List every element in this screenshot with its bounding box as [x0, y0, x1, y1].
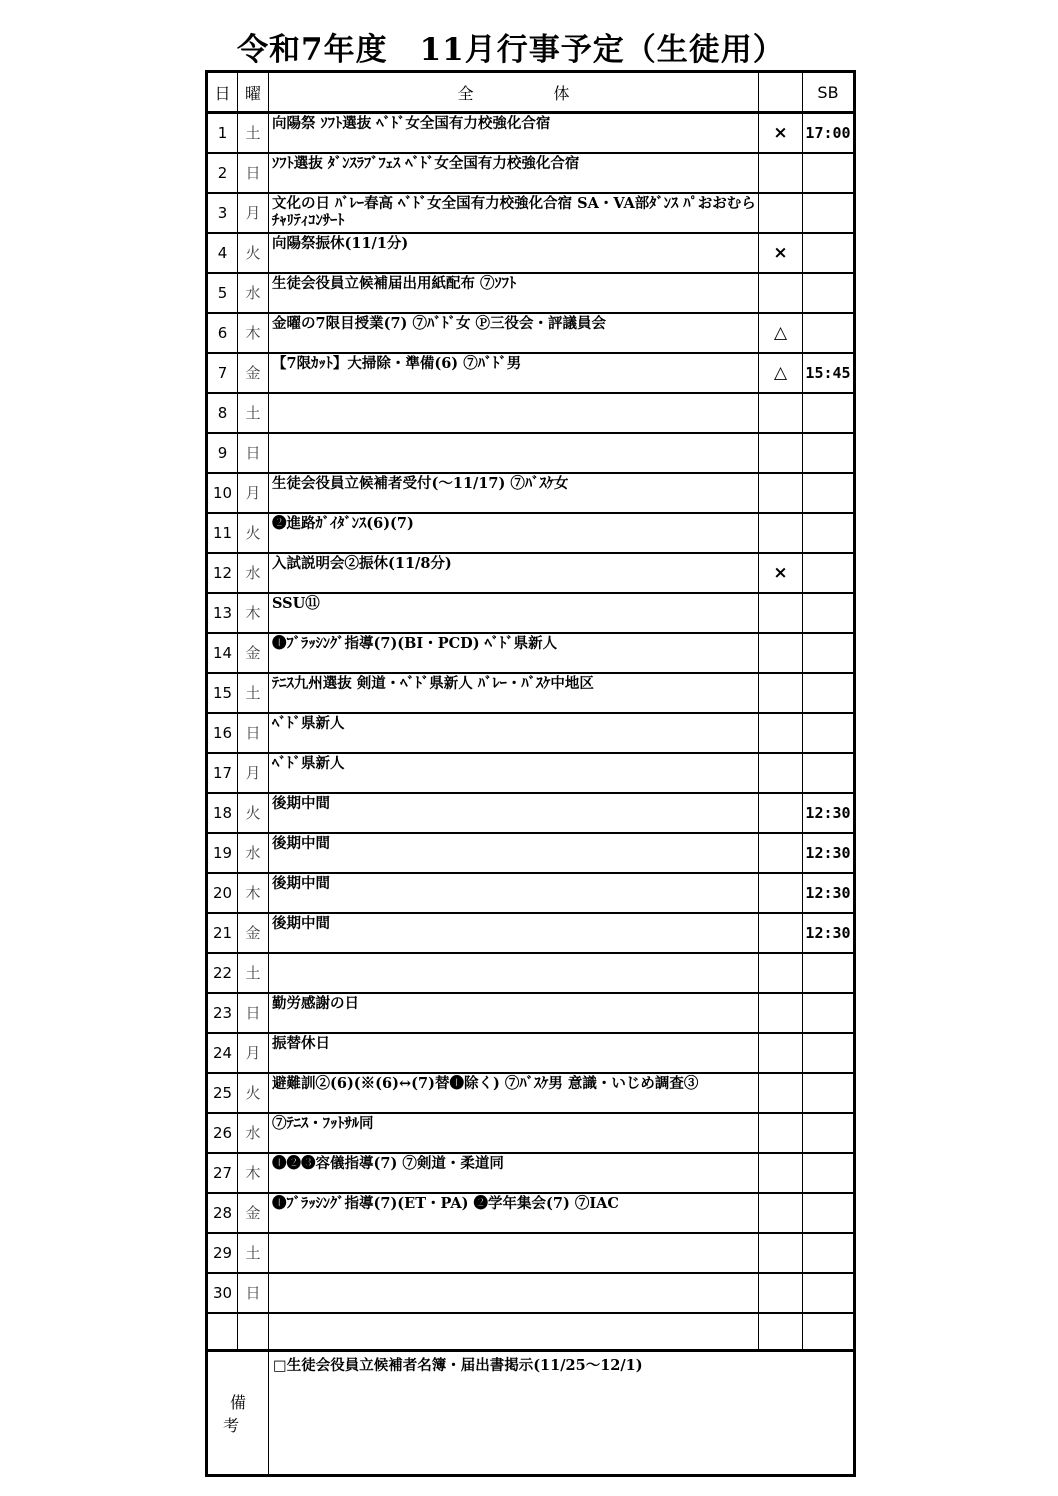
status-mark: [759, 1153, 803, 1193]
sb-time: 12:30: [803, 793, 855, 833]
weekday: 月: [238, 193, 269, 233]
day-number: 9: [207, 433, 238, 473]
event-text: ❷進路ｶﾞｲﾀﾞﾝｽ(6)(7): [269, 513, 759, 553]
day-row: [207, 473, 855, 513]
status-mark: [759, 913, 803, 953]
weekday: 火: [238, 513, 269, 553]
day-row: [207, 113, 855, 153]
weekday: 月: [238, 473, 269, 513]
day-row: [207, 593, 855, 633]
status-mark: [759, 153, 803, 193]
event-text: SSU⑪: [269, 593, 759, 633]
sb-time: [803, 553, 855, 593]
day-number: 21: [207, 913, 238, 953]
status-mark: [759, 713, 803, 753]
day-row: [207, 633, 855, 673]
weekday: 土: [238, 1233, 269, 1273]
day-row: [207, 513, 855, 553]
weekday: 日: [238, 993, 269, 1033]
day-row: [207, 233, 855, 273]
status-mark: [759, 273, 803, 313]
weekday: 水: [238, 833, 269, 873]
event-text: [269, 953, 759, 993]
event-text: ⑦ﾃﾆｽ・ﾌｯﾄｻﾙ同: [269, 1113, 759, 1153]
event-text: 金曜の7限目授業(7) ⑦ﾊﾞﾄﾞ女 Ⓟ三役会・評議員会: [269, 313, 759, 353]
status-mark: [759, 873, 803, 913]
sb-time: 12:30: [803, 873, 855, 913]
event-text: 向陽祭振休(11/1分): [269, 233, 759, 273]
day-number: 26: [207, 1113, 238, 1153]
weekday: 木: [238, 873, 269, 913]
header-day: 日: [207, 72, 238, 113]
weekday: 木: [238, 593, 269, 633]
weekday: 月: [238, 753, 269, 793]
event-text: 生徒会役員立候補者受付(～11/17) ⑦ﾊﾞｽｹ女: [269, 473, 759, 513]
sb-time: [803, 513, 855, 553]
event-text: 避難訓②(6)(※(6)↔(7)替❶除く) ⑦ﾊﾞｽｹ男 意識・いじめ調査③: [269, 1073, 759, 1113]
sb-time: [803, 273, 855, 313]
day-row: [207, 1233, 855, 1273]
sb-time: [803, 953, 855, 993]
status-mark: [759, 593, 803, 633]
day-number: 20: [207, 873, 238, 913]
header-mark: [759, 72, 803, 113]
day-row: [207, 753, 855, 793]
day-number: 18: [207, 793, 238, 833]
status-mark: ×: [759, 113, 803, 153]
status-mark: [759, 633, 803, 673]
header-row: [207, 72, 855, 113]
blank-cell: [269, 1313, 759, 1351]
day-row: [207, 153, 855, 193]
sb-time: [803, 153, 855, 193]
status-mark: [759, 753, 803, 793]
sb-time: [803, 593, 855, 633]
event-text: 勤労感謝の日: [269, 993, 759, 1033]
event-text: 【7限ｶｯﾄ】大掃除・準備(6) ⑦ﾊﾞﾄﾞ男: [269, 353, 759, 393]
status-mark: [759, 513, 803, 553]
sb-time: [803, 473, 855, 513]
header-main: 全体: [269, 72, 759, 113]
sb-time: [803, 993, 855, 1033]
weekday: 月: [238, 1033, 269, 1073]
status-mark: [759, 993, 803, 1033]
day-row: [207, 1193, 855, 1233]
event-text: 振替休日: [269, 1033, 759, 1073]
day-row: [207, 553, 855, 593]
sb-time: [803, 753, 855, 793]
day-number: 12: [207, 553, 238, 593]
day-row: [207, 313, 855, 353]
weekday: 金: [238, 353, 269, 393]
event-text: [269, 1273, 759, 1313]
day-number: 11: [207, 513, 238, 553]
sb-time: [803, 313, 855, 353]
day-number: 27: [207, 1153, 238, 1193]
weekday: 水: [238, 1113, 269, 1153]
sb-time: [803, 393, 855, 433]
status-mark: △: [759, 313, 803, 353]
weekday: 日: [238, 1273, 269, 1313]
day-number: 3: [207, 193, 238, 233]
day-row: [207, 913, 855, 953]
sb-time: [803, 1033, 855, 1073]
weekday: 土: [238, 113, 269, 153]
event-text: 入試説明会②振休(11/8分): [269, 553, 759, 593]
sb-time: [803, 1073, 855, 1113]
day-number: 22: [207, 953, 238, 993]
day-row: [207, 873, 855, 913]
day-number: 10: [207, 473, 238, 513]
schedule-table: [205, 70, 856, 1477]
event-text: 後期中間: [269, 793, 759, 833]
day-number: 1: [207, 113, 238, 153]
weekday: 火: [238, 233, 269, 273]
sb-time: [803, 1233, 855, 1273]
day-number: 29: [207, 1233, 238, 1273]
event-text: 後期中間: [269, 913, 759, 953]
status-mark: ×: [759, 233, 803, 273]
notes-row: [207, 1351, 855, 1476]
event-text: 後期中間: [269, 873, 759, 913]
day-row: [207, 193, 855, 233]
day-row: [207, 1153, 855, 1193]
weekday: 日: [238, 713, 269, 753]
weekday: 日: [238, 153, 269, 193]
event-text: ❶ﾌﾞﾗｯｼﾝｸﾞ指導(7)(ET・PA) ❷学年集会(7) ⑦IAC: [269, 1193, 759, 1233]
event-text: 向陽祭 ｿﾌﾄ選抜 ﾍﾞﾄﾞ女全国有力校強化合宿: [269, 113, 759, 153]
day-row: [207, 713, 855, 753]
day-row: [207, 673, 855, 713]
day-row: [207, 833, 855, 873]
weekday: 土: [238, 393, 269, 433]
blank-cell: [803, 1313, 855, 1351]
status-mark: [759, 1233, 803, 1273]
weekday: 火: [238, 793, 269, 833]
sb-time: [803, 233, 855, 273]
day-number: 24: [207, 1033, 238, 1073]
day-number: 7: [207, 353, 238, 393]
day-number: 16: [207, 713, 238, 753]
day-number: 13: [207, 593, 238, 633]
day-number: 2: [207, 153, 238, 193]
status-mark: △: [759, 353, 803, 393]
event-text: ｿﾌﾄ選抜 ﾀﾞﾝｽﾗﾌﾞﾌｪｽ ﾍﾞﾄﾞ女全国有力校強化合宿: [269, 153, 759, 193]
weekday: 水: [238, 553, 269, 593]
event-text: [269, 433, 759, 473]
sb-time: [803, 633, 855, 673]
sb-time: 17:00: [803, 113, 855, 153]
weekday: 水: [238, 273, 269, 313]
day-row: [207, 793, 855, 833]
weekday: 金: [238, 913, 269, 953]
sb-time: [803, 713, 855, 753]
header-weekday: 曜: [238, 72, 269, 113]
event-text: ﾍﾞﾄﾞ県新人: [269, 713, 759, 753]
status-mark: ×: [759, 553, 803, 593]
day-number: 30: [207, 1273, 238, 1313]
weekday: 木: [238, 313, 269, 353]
weekday: 土: [238, 953, 269, 993]
sb-time: [803, 1113, 855, 1153]
event-text: ﾍﾞﾄﾞ県新人: [269, 753, 759, 793]
status-mark: [759, 1273, 803, 1313]
event-text: ﾃﾆｽ九州選抜 剣道・ﾍﾞﾄﾞ県新人 ﾊﾞﾚｰ・ﾊﾞｽｹ中地区: [269, 673, 759, 713]
sb-time: [803, 673, 855, 713]
status-mark: [759, 793, 803, 833]
blank-cell: [238, 1313, 269, 1351]
day-row: [207, 1273, 855, 1313]
event-text: [269, 1233, 759, 1273]
sb-time: [803, 433, 855, 473]
sb-time: 15:45: [803, 353, 855, 393]
day-row: [207, 1033, 855, 1073]
day-number: 25: [207, 1073, 238, 1113]
day-number: 19: [207, 833, 238, 873]
event-text: [269, 393, 759, 433]
day-row: [207, 1113, 855, 1153]
blank-cell: [207, 1313, 238, 1351]
weekday: 金: [238, 633, 269, 673]
day-number: 28: [207, 1193, 238, 1233]
day-number: 23: [207, 993, 238, 1033]
day-row: [207, 433, 855, 473]
notes-label: 備考: [207, 1351, 269, 1476]
day-number: 4: [207, 233, 238, 273]
weekday: 金: [238, 1193, 269, 1233]
status-mark: [759, 1033, 803, 1073]
day-number: 6: [207, 313, 238, 353]
day-number: 5: [207, 273, 238, 313]
status-mark: [759, 473, 803, 513]
day-row: [207, 1073, 855, 1113]
status-mark: [759, 393, 803, 433]
status-mark: [759, 953, 803, 993]
event-text: 文化の日 ﾊﾞﾚｰ春高 ﾍﾞﾄﾞ女全国有力校強化合宿 SA・VA部ﾀﾞﾝｽ ﾊﾟおおむらﾁｬﾘﾃｨｺﾝｻｰﾄ: [269, 193, 759, 233]
day-row: [207, 953, 855, 993]
blank-row: [207, 1313, 855, 1351]
day-number: 14: [207, 633, 238, 673]
header-sb: SB: [803, 72, 855, 113]
sb-time: 12:30: [803, 833, 855, 873]
day-number: 15: [207, 673, 238, 713]
day-number: 8: [207, 393, 238, 433]
notes-text: □生徒会役員立候補者名簿・届出書掲示(11/25～12/1): [269, 1351, 855, 1476]
day-number: 17: [207, 753, 238, 793]
day-row: [207, 393, 855, 433]
weekday: 土: [238, 673, 269, 713]
weekday: 火: [238, 1073, 269, 1113]
day-row: [207, 273, 855, 313]
weekday: 木: [238, 1153, 269, 1193]
status-mark: [759, 1073, 803, 1113]
blank-cell: [759, 1313, 803, 1351]
day-row: [207, 993, 855, 1033]
status-mark: [759, 673, 803, 713]
sb-time: [803, 1273, 855, 1313]
status-mark: [759, 833, 803, 873]
sb-time: [803, 193, 855, 233]
event-text: 後期中間: [269, 833, 759, 873]
sb-time: [803, 1153, 855, 1193]
page-title: 令和7年度 11月行事予定（生徒用）: [237, 32, 785, 68]
status-mark: [759, 433, 803, 473]
status-mark: [759, 193, 803, 233]
sb-time: 12:30: [803, 913, 855, 953]
event-text: 生徒会役員立候補届出用紙配布 ⑦ｿﾌﾄ: [269, 273, 759, 313]
event-text: ❶❷❸容儀指導(7) ⑦剣道・柔道同: [269, 1153, 759, 1193]
day-row: [207, 353, 855, 393]
status-mark: [759, 1193, 803, 1233]
status-mark: [759, 1113, 803, 1153]
weekday: 日: [238, 433, 269, 473]
event-text: ❶ﾌﾞﾗｯｼﾝｸﾞ指導(7)(BI・PCD) ﾍﾞﾄﾞ県新人: [269, 633, 759, 673]
sb-time: [803, 1193, 855, 1233]
